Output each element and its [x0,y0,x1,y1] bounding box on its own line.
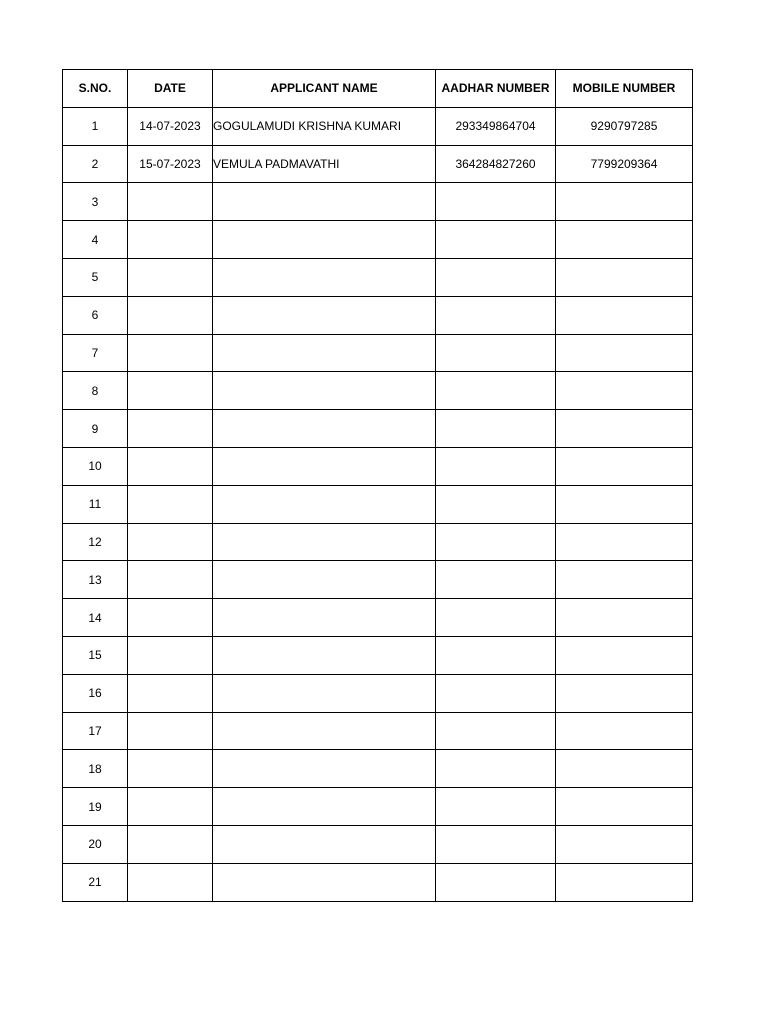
cell-applicant-name [213,296,436,334]
cell-sno: 15 [63,636,128,674]
cell-sno: 14 [63,599,128,637]
cell-aadhar-number [436,523,556,561]
table-row [63,296,693,334]
cell-applicant-name [213,712,436,750]
table-row [63,183,693,221]
cell-applicant-name [213,485,436,523]
cell-aadhar-number [436,712,556,750]
cell-mobile-number [556,674,693,712]
cell-aadhar-number [436,258,556,296]
cell-sno: 13 [63,561,128,599]
cell-sno: 1 [63,107,128,145]
cell-mobile-number [556,863,693,901]
cell-applicant-name [213,258,436,296]
cell-mobile-number [556,750,693,788]
cell-sno: 5 [63,258,128,296]
cell-mobile-number [556,561,693,599]
cell-applicant-name [213,788,436,826]
cell-mobile-number [556,712,693,750]
cell-sno: 7 [63,334,128,372]
cell-date [128,674,213,712]
cell-mobile-number [556,599,693,637]
cell-applicant-name [213,523,436,561]
header-sno: S.NO. [63,70,128,108]
cell-mobile-number: 9290797285 [556,107,693,145]
cell-applicant-name [213,674,436,712]
table-row [63,599,693,637]
table-row [63,712,693,750]
cell-applicant-name [213,221,436,259]
cell-aadhar-number: 293349864704 [436,107,556,145]
header-aadhar-number: AADHAR NUMBER [436,70,556,108]
cell-date [128,296,213,334]
cell-mobile-number [556,258,693,296]
cell-date [128,447,213,485]
cell-date [128,221,213,259]
cell-date [128,750,213,788]
cell-sno: 21 [63,863,128,901]
cell-mobile-number [556,183,693,221]
header-applicant-name: APPLICANT NAME [213,70,436,108]
cell-mobile-number [556,410,693,448]
cell-mobile-number [556,334,693,372]
table-row [63,561,693,599]
cell-applicant-name [213,636,436,674]
cell-sno: 17 [63,712,128,750]
table-row [63,334,693,372]
cell-applicant-name: GOGULAMUDI KRISHNA KUMARI [213,107,436,145]
cell-mobile-number [556,296,693,334]
table-row [63,447,693,485]
cell-aadhar-number [436,296,556,334]
cell-sno: 11 [63,485,128,523]
cell-applicant-name [213,447,436,485]
cell-sno: 19 [63,788,128,826]
table-row [63,372,693,410]
cell-applicant-name: VEMULA PADMAVATHI [213,145,436,183]
cell-date: 14-07-2023 [128,107,213,145]
cell-sno: 3 [63,183,128,221]
table-row [63,523,693,561]
applicant-register-table [62,69,693,902]
cell-sno: 9 [63,410,128,448]
cell-aadhar-number [436,334,556,372]
header-row [63,70,693,108]
cell-date [128,561,213,599]
cell-date [128,183,213,221]
table-row [63,107,693,145]
cell-sno: 10 [63,447,128,485]
cell-date [128,863,213,901]
cell-date [128,599,213,637]
table-row [63,750,693,788]
cell-aadhar-number [436,372,556,410]
table-header [63,70,693,108]
cell-applicant-name [213,863,436,901]
table-row [63,258,693,296]
cell-aadhar-number [436,561,556,599]
cell-aadhar-number [436,485,556,523]
cell-date [128,485,213,523]
cell-date [128,334,213,372]
table-row [63,410,693,448]
cell-applicant-name [213,334,436,372]
cell-date [128,258,213,296]
cell-aadhar-number [436,863,556,901]
cell-sno: 2 [63,145,128,183]
cell-mobile-number [556,825,693,863]
cell-aadhar-number [436,221,556,259]
cell-aadhar-number [436,750,556,788]
cell-date [128,410,213,448]
cell-mobile-number: 7799209364 [556,145,693,183]
header-mobile-number: MOBILE NUMBER [556,70,693,108]
cell-sno: 4 [63,221,128,259]
cell-date [128,523,213,561]
cell-applicant-name [213,599,436,637]
cell-date [128,825,213,863]
cell-mobile-number [556,523,693,561]
cell-date [128,372,213,410]
cell-date: 15-07-2023 [128,145,213,183]
cell-mobile-number [556,485,693,523]
table-row [63,485,693,523]
cell-sno: 18 [63,750,128,788]
cell-date [128,788,213,826]
cell-applicant-name [213,561,436,599]
cell-mobile-number [556,447,693,485]
cell-mobile-number [556,221,693,259]
cell-mobile-number [556,372,693,410]
table-row [63,863,693,901]
cell-sno: 8 [63,372,128,410]
cell-aadhar-number [436,410,556,448]
cell-sno: 6 [63,296,128,334]
cell-date [128,712,213,750]
cell-sno: 16 [63,674,128,712]
cell-applicant-name [213,372,436,410]
cell-aadhar-number [436,825,556,863]
cell-applicant-name [213,750,436,788]
cell-aadhar-number [436,447,556,485]
table-row [63,221,693,259]
header-date: DATE [128,70,213,108]
cell-aadhar-number [436,636,556,674]
cell-sno: 12 [63,523,128,561]
cell-mobile-number [556,788,693,826]
cell-aadhar-number [436,599,556,637]
cell-applicant-name [213,825,436,863]
cell-applicant-name [213,183,436,221]
table-row [63,674,693,712]
cell-aadhar-number [436,183,556,221]
table-body [63,107,693,901]
table-row [63,636,693,674]
table-row [63,825,693,863]
cell-date [128,636,213,674]
table-row [63,788,693,826]
table-row [63,145,693,183]
cell-aadhar-number: 364284827260 [436,145,556,183]
cell-sno: 20 [63,825,128,863]
cell-applicant-name [213,410,436,448]
cell-mobile-number [556,636,693,674]
cell-aadhar-number [436,788,556,826]
cell-aadhar-number [436,674,556,712]
